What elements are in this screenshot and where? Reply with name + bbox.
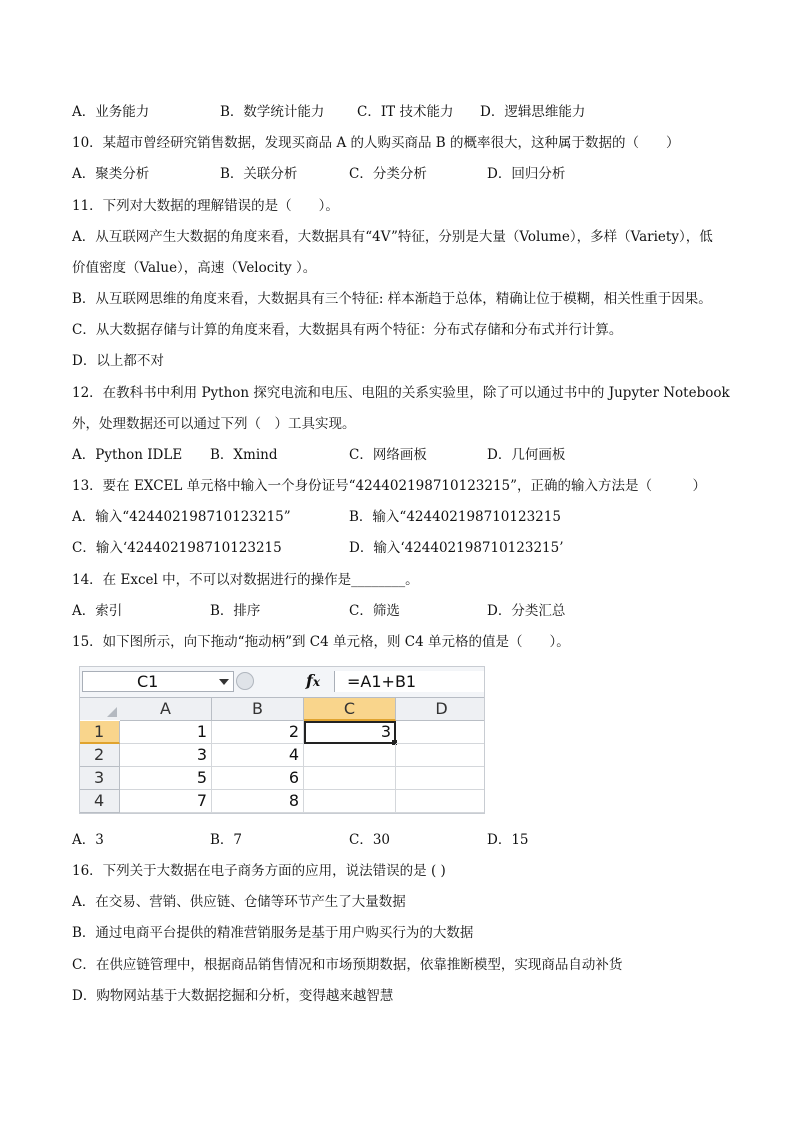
name-box-value: C1	[137, 672, 159, 691]
column-header-d[interactable]: D	[396, 698, 485, 721]
answer-option: B．排序	[210, 603, 261, 619]
answer-option: C．网络画板	[349, 447, 427, 463]
text-line: 16．下列关于大数据在电子商务方面的应用，说法错误的是 ( )	[72, 863, 446, 879]
excel-screenshot	[79, 666, 485, 814]
text-line: B．从互联网思维的角度来看，大数据具有三个特征: 样本渐趋于总体，精确让位于模糊，相关性重于因果。	[72, 291, 712, 307]
cell-d4[interactable]	[396, 790, 485, 813]
text-line: 11．下列对大数据的理解错误的是（ ）。	[72, 198, 339, 214]
text-line: 10．某超市曾经研究销售数据，发现买商品 A 的人购买商品 B 的概率很大，这种属于数据的（ ）	[72, 135, 680, 151]
formula-bar	[80, 667, 485, 698]
name-box[interactable]	[82, 671, 234, 692]
answer-option: D．分类汇总	[487, 603, 566, 619]
cell-c2[interactable]	[304, 744, 396, 767]
chevron-down-icon[interactable]	[219, 679, 229, 685]
text-line: 价值密度（Value），高速（Velocity ）。	[72, 260, 317, 276]
cell-a1[interactable]: 1	[120, 721, 212, 744]
answer-option: A．聚类分析	[72, 166, 150, 182]
answer-option: B．7	[210, 832, 243, 848]
answer-option: B．输入“424402198710123215	[349, 509, 561, 525]
text-line: 15．如下图所示，向下拖动“拖动柄”到 C4 单元格，则 C4 单元格的值是（ ）。	[72, 634, 570, 650]
cell-b3[interactable]: 6	[212, 767, 304, 790]
answer-option: C．IT 技术能力	[357, 104, 454, 120]
cell-b1[interactable]: 2	[212, 721, 304, 744]
text-line: 外，处理数据还可以通过下列（ ）工具实现。	[72, 416, 356, 432]
text-line: C．在供应链管理中，根据商品销售情况和市场预期数据，依靠推断模型，实现商品自动补货	[72, 957, 623, 973]
column-header-b[interactable]: B	[212, 698, 304, 721]
row-header-1[interactable]: 1	[80, 721, 120, 744]
cell-a3[interactable]: 5	[120, 767, 212, 790]
answer-option: C．输入‘424402198710123215	[72, 540, 282, 556]
answer-option: C．分类分析	[349, 166, 427, 182]
cell-c4[interactable]	[304, 790, 396, 813]
text-line: 14．在 Excel 中，不可以对数据进行的操作是________。	[72, 572, 419, 588]
answer-option: D．几何画板	[487, 447, 566, 463]
answer-option: B．数学统计能力	[220, 104, 325, 120]
answer-option: D．逻辑思维能力	[480, 104, 586, 120]
cell-c1[interactable]: 3	[304, 721, 396, 744]
answer-option: C．筛选	[349, 603, 400, 619]
cell-b2[interactable]: 4	[212, 744, 304, 767]
text-line: D．购物网站基于大数据挖掘和分析，变得越来越智慧	[72, 988, 394, 1004]
answer-option: D．回归分析	[487, 166, 566, 182]
column-header-c[interactable]: C	[304, 698, 396, 721]
function-icon[interactable]: fx	[306, 671, 321, 690]
cell-a4[interactable]: 7	[120, 790, 212, 813]
text-line: 12．在教科书中利用 Python 探究电流和电压、电阻的关系实验里，除了可以通过书中的 Jupyter Notebook	[72, 385, 730, 401]
select-all-icon	[107, 707, 117, 717]
answer-option: A．业务能力	[72, 104, 150, 120]
answer-option: C．30	[349, 832, 391, 848]
answer-option: B．Xmind	[210, 447, 278, 463]
text-line: A．从互联网产生大数据的角度来看，大数据具有“4V”特征，分别是大量（Volume），多样（Variety），低	[72, 229, 713, 245]
cell-d1[interactable]	[396, 721, 485, 744]
answer-option: D．15	[487, 832, 529, 848]
answer-option: A．3	[72, 832, 104, 848]
formula-bar-resize-icon[interactable]	[236, 672, 254, 690]
cell-d2[interactable]	[396, 744, 485, 767]
formula-input[interactable]: =A1+B1	[334, 671, 484, 692]
text-line: A．在交易、营销、供应链、仓储等环节产生了大量数据	[72, 894, 406, 910]
column-header-a[interactable]: A	[120, 698, 212, 721]
row-header-3[interactable]: 3	[80, 767, 120, 790]
text-line: B．通过电商平台提供的精准营销服务是基于用户购买行为的大数据	[72, 925, 474, 941]
cell-b4[interactable]: 8	[212, 790, 304, 813]
answer-option: D．输入‘424402198710123215’	[349, 540, 564, 556]
answer-option: A．索引	[72, 603, 123, 619]
row-header-4[interactable]: 4	[80, 790, 120, 813]
answer-option: A．Python IDLE	[72, 447, 183, 463]
cell-a2[interactable]: 3	[120, 744, 212, 767]
cell-c3[interactable]	[304, 767, 396, 790]
answer-option: A．输入“424402198710123215”	[72, 509, 291, 525]
text-line: D．以上都不对	[72, 353, 164, 369]
text-line: C．从大数据存储与计算的角度来看，大数据具有两个特征：分布式存储和分布式并行计算。	[72, 322, 623, 338]
text-line: 13．要在 EXCEL 单元格中输入一个身份证号“424402198710123215”，正确的输入方法是（ ）	[72, 478, 707, 494]
row-header-2[interactable]: 2	[80, 744, 120, 767]
select-all-corner[interactable]	[80, 698, 120, 720]
cell-d3[interactable]	[396, 767, 485, 790]
answer-option: B．关联分析	[220, 166, 298, 182]
